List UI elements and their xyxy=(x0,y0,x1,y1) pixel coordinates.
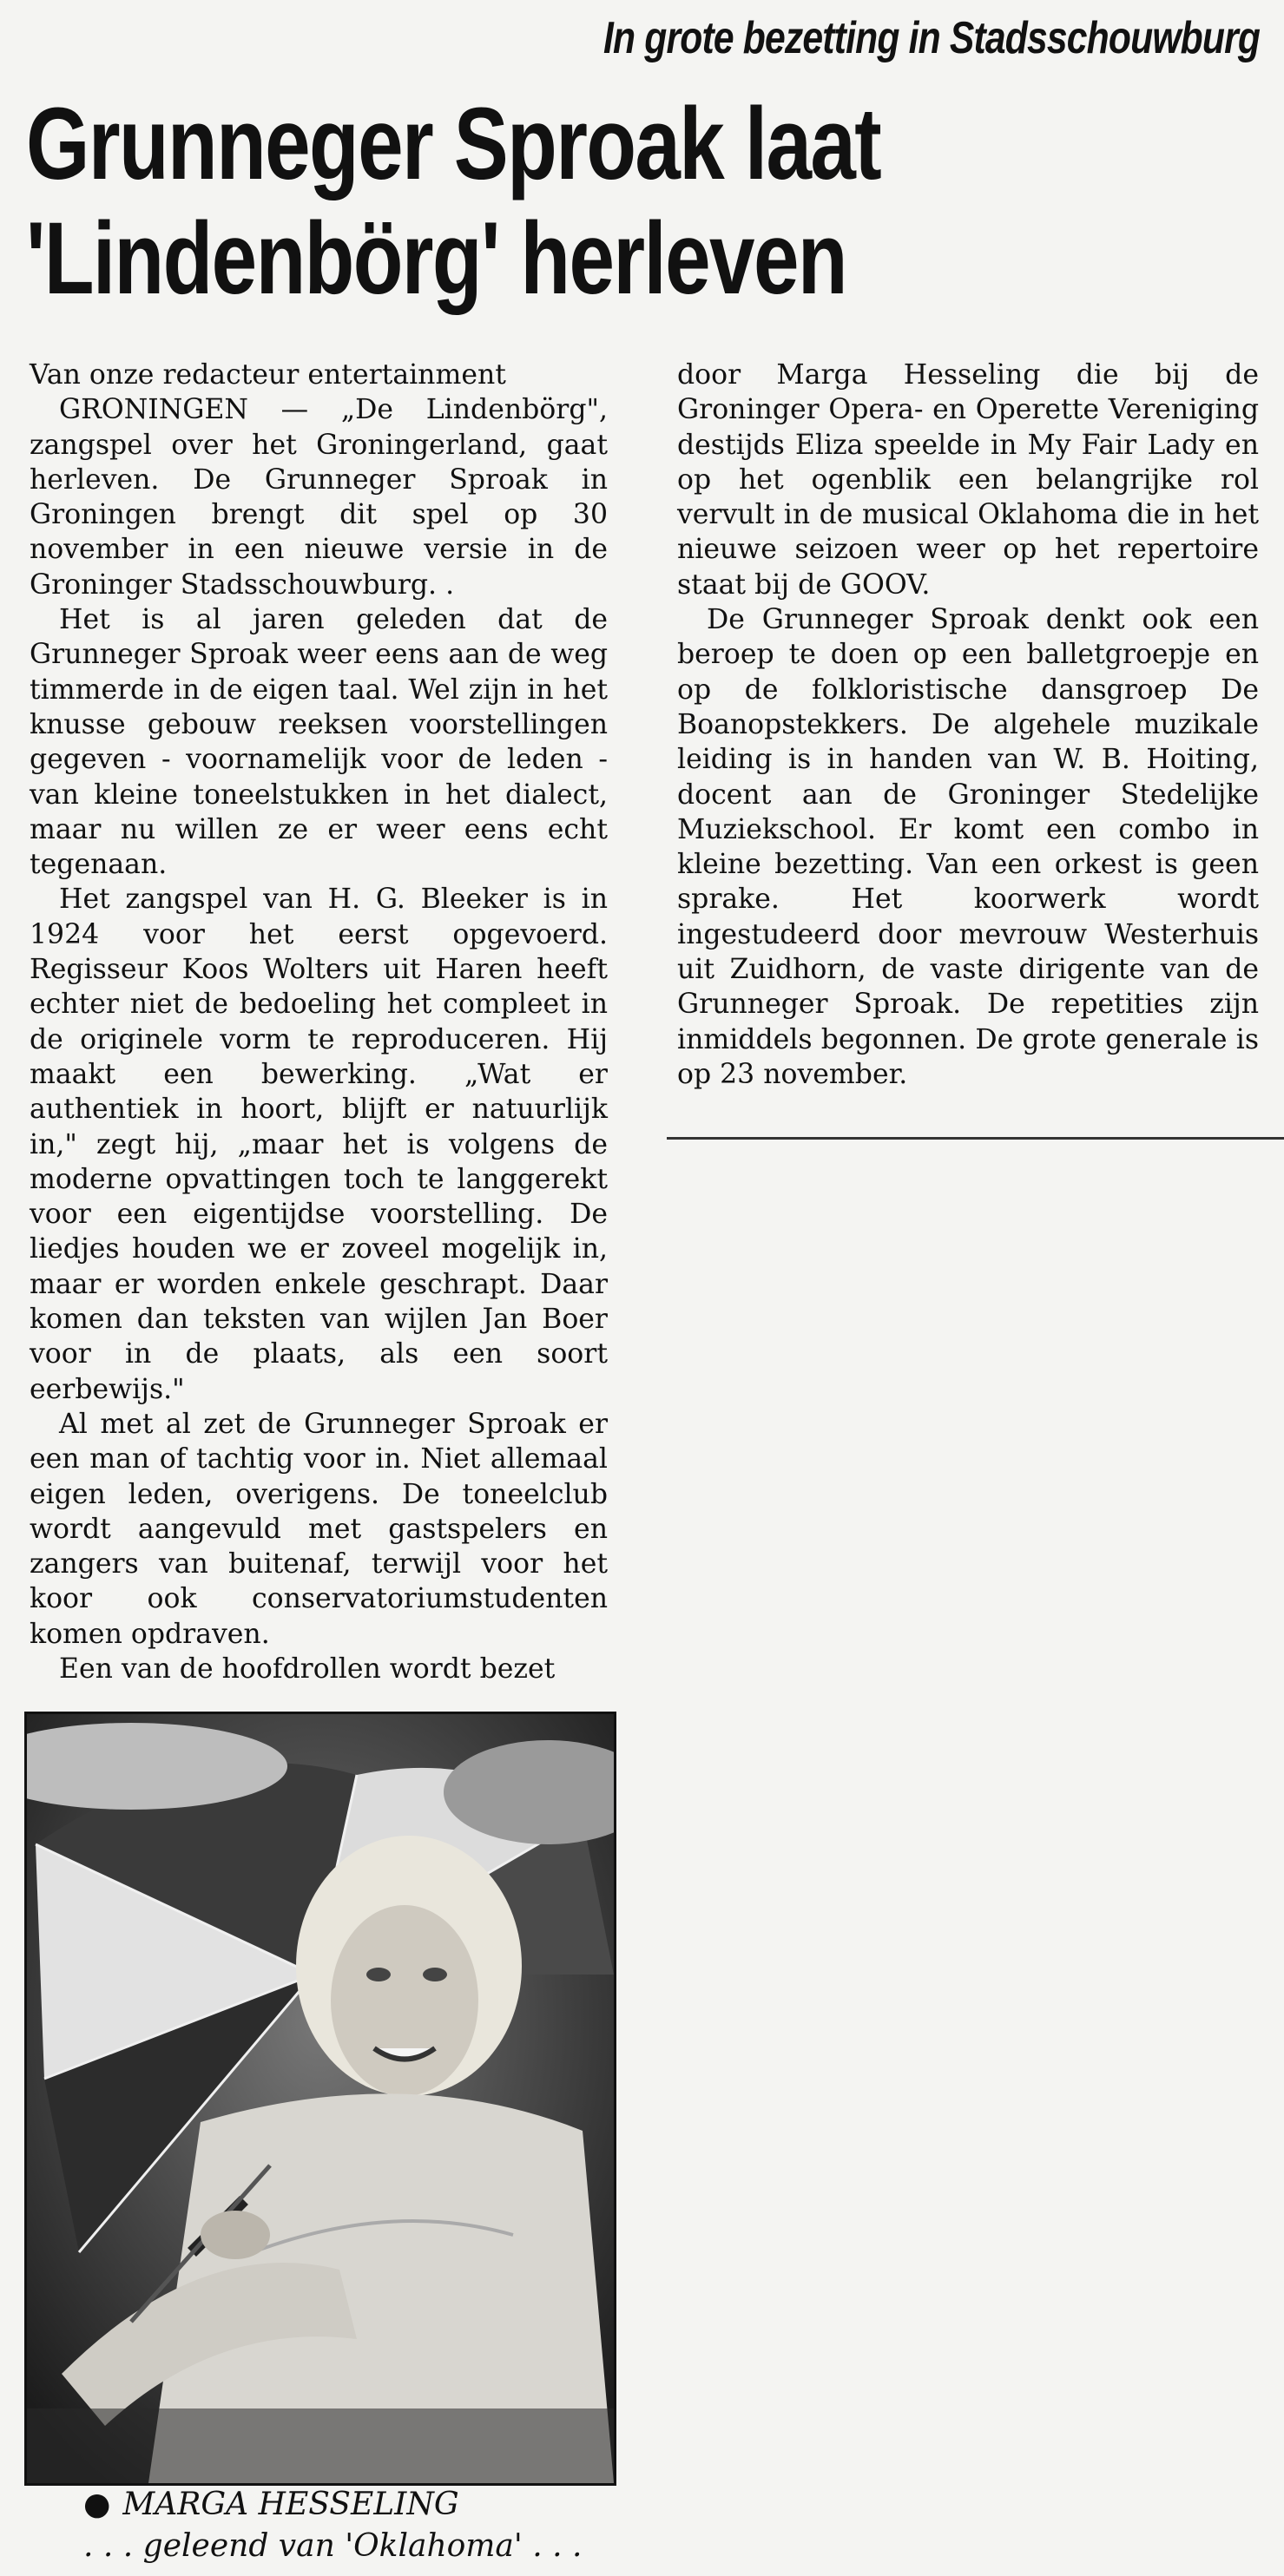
headline xyxy=(26,87,881,316)
paragraph: Een van de hoofdrollen wordt bezet xyxy=(59,1653,556,1685)
paragraph: Het zangspel van H. G. Bleeker is in 1924 voor het eerst opgevoerd. Regisseur Koos Wolters uit Haren heeft echter niet de bedoeling het compleet in de originele vorm te reproduceren. Hij maakt een bewerking. „Wat er authentiek in hoort, blijft er natuurlijk in," zegt hij, „maar het is volgens de moderne opvattingen toch te langgerekt voor een eigentijdse voorstelling. De liedjes houden we er zoveel mogelijk in, maar er worden enkele geschrapt. Daar komen dan teksten van wijlen Jan Boer voor in de plaats, als een soort eerbewijs." xyxy=(30,884,608,1405)
paragraph: Al met al zet de Grunneger Sproak er een man of tachtig voor in. Niet allemaal eigen leden, overigens. De toneelclub wordt aangevuld met gastspelers en zangers van buitenaf, terwijl voor het koor ook conservatoriumstudenten komen opdraven. xyxy=(30,1408,608,1650)
kicker: In grote bezetting in Stadsschouwburg xyxy=(602,13,1260,63)
paragraph: GRONINGEN — „De Lindenbörg", zangspel over het Groningerland, gaat herleven. De Grunneger Sproak in Groningen brengt dit spel op 30 november in een nieuwe versie in de Groninger Stadsschouwburg. . xyxy=(30,394,608,601)
paragraph: Het is al jaren geleden dat de Grunneger Sproak weer eens aan de weg timmerde in de eigen taal. Wel zijn in het knusse gebouw reeksen voorstellingen gegeven - voornamelijk voor de leden - van kleine toneelstukken in het dialect, maar nu willen ze er weer eens echt tegenaan. xyxy=(30,604,608,881)
photo-illustration xyxy=(27,1714,614,2483)
bullet-icon: ● xyxy=(83,2487,111,2522)
portrait-photo xyxy=(24,1712,616,2486)
caption-name: MARGA HESSELING xyxy=(122,2487,459,2522)
headline-line-1: Grunneger Sproak laat xyxy=(26,87,881,201)
caption-subline: . . . geleend van 'Oklahoma' . . . xyxy=(83,2528,583,2564)
paragraph: door Marga Hesseling die bij de Groninger Opera- en Operette Vereniging destijds Eliza speelde in My Fair Lady en op het ogenblik een belangrijke rol vervult in de musical Oklahoma die in het nieuwe seizoen weer op het repertoire staat bij de GOOV. xyxy=(677,359,1259,601)
byline: Van onze redacteur entertainment xyxy=(30,359,506,391)
headline-line-2: 'Lindenbörg' herleven xyxy=(26,201,846,316)
column-end-rule xyxy=(667,1137,1284,1140)
article-column-1 xyxy=(30,358,608,1686)
article-column-2 xyxy=(677,358,1259,1092)
paragraph: De Grunneger Sproak denkt ook een beroep te doen op een balletgroepje en op de folkloristische dansgroep De Boanopstekkers. De algehele muzikale leiding is in handen van W. B. Hoiting, docent aan de Groninger Stedelijke Muziekschool. Er komt een combo in kleine bezetting. Van een orkest is geen sprake. Het koorwerk wordt ingestudeerd door mevrouw Westerhuis uit Zuidhorn, de vaste dirigente van de Grunneger Sproak. De repetities zijn inmiddels begonnen. De grote generale is op 23 november. xyxy=(677,604,1259,1090)
photo-caption xyxy=(83,2484,622,2567)
